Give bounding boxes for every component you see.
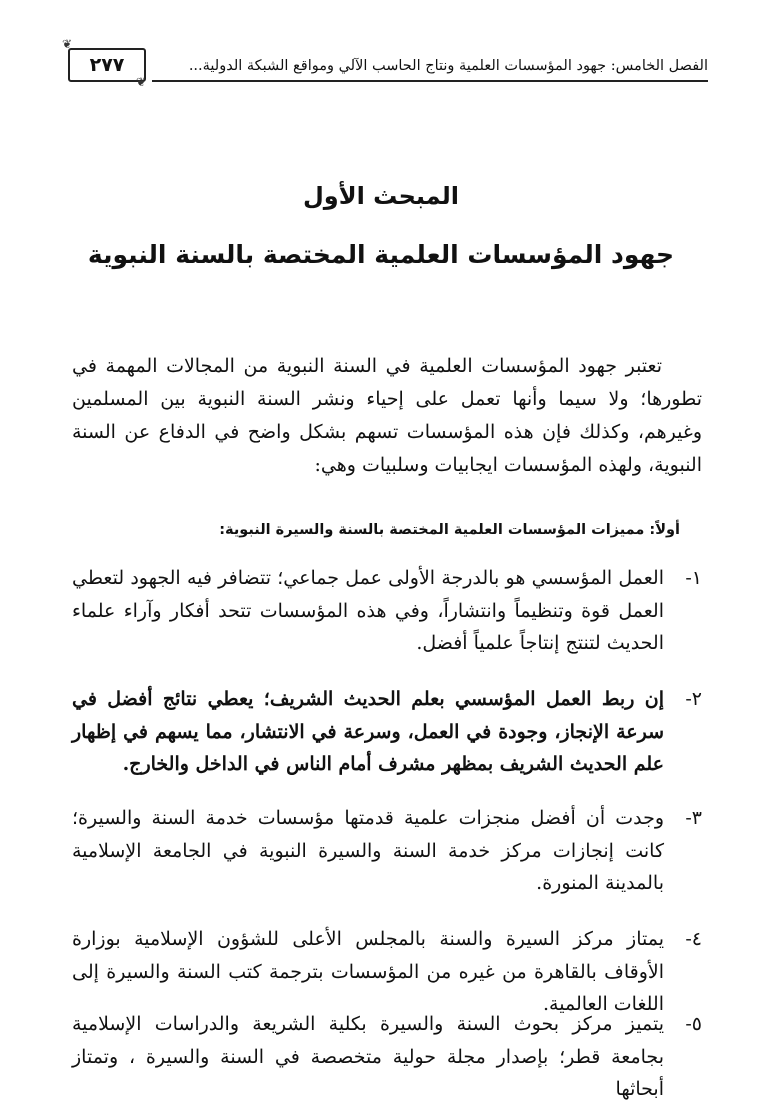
main-title: جهود المؤسسات العلمية المختصة بالسنة النبوية <box>87 240 675 269</box>
page-number <box>68 48 146 82</box>
list-item <box>72 802 702 900</box>
list-item <box>72 683 702 781</box>
list-item <box>72 562 702 660</box>
subheading: أولاً: مميزات المؤسسات العلمية المختصة بالسنة والسيرة النبوية: <box>219 522 680 538</box>
section-title: المبحث الأول <box>302 182 460 210</box>
list-item-number: ١- <box>685 567 702 589</box>
list-item-text: إن ربط العمل المؤسسي بعلم الحديث الشريف؛ يعطي نتائج أفضل في سرعة الإنجاز، وجودة في العمل، وسرعة في الانتشار، مما يسهم في إظهار علم الحديث الشريف بمظهر مشرف أمام الناس في الداخل والخارج. <box>72 688 664 775</box>
running-title: الفصل الخامس: جهود المؤسسات العلمية ونتاج الحاسب الآلي ومواقع الشبكة الدولية... <box>188 58 708 74</box>
page-header <box>62 37 708 89</box>
floral-ornament-icon: ❦ <box>136 75 147 89</box>
list-item-text: وجدت أن أفضل منجزات علمية قدمتها مؤسسات خدمة السنة والسيرة؛ كانت إنجازات مركز خدمة السنة والسيرة النبوية في الجامعة الإسلامية بالمدينة المنورة. <box>72 807 664 894</box>
intro-paragraph: تعتبر جهود المؤسسات العلمية في السنة النبوية من المجالات المهمة في تطورها؛ ولا سيما وأنها تعمل على إحياء ونشر السنة النبوية بين المسلمين وغيرهم، وكذلك فإن هذه المؤسسات تسهم بشكل واضح في الدفاع عن السنة النبوية، ولهذه المؤسسات ايجابيات وسلبيات وهي: <box>72 355 702 476</box>
list-item-number: ٣- <box>685 807 702 829</box>
list-item <box>72 1008 702 1106</box>
page-number-text: ٢٧٧ <box>89 54 125 76</box>
list-item-number: ٢- <box>685 688 702 710</box>
list-item <box>72 923 702 1021</box>
header-rule <box>152 80 708 82</box>
floral-ornament-icon: ❦ <box>62 37 73 51</box>
list-item-number: ٥- <box>685 1013 702 1035</box>
list-item-text: يتميز مركز بحوث السنة والسيرة بكلية الشريعة والدراسات الإسلامية بجامعة قطر؛ بإصدار مجلة حولية متخصصة في السنة والسيرة ، وتمتاز أبحاثها <box>72 1013 664 1100</box>
list-item-text: يمتاز مركز السيرة والسنة بالمجلس الأعلى للشؤون الإسلامية بوزارة الأوقاف بالقاهرة من غيره من المؤسسات بترجمة كتب السنة والسيرة إلى اللغات العالمية. <box>72 928 664 1015</box>
list-item-text: العمل المؤسسي هو بالدرجة الأولى عمل جماعي؛ تتضافر فيه الجهود لتعطي العمل قوة وتنظيماً وانتشاراً، وفي هذه المؤسسات تتحد أفكار وآراء علماء الحديث لتنتج إنتاجاً علمياً أفضل. <box>72 567 664 654</box>
list-item-number: ٤- <box>685 928 702 950</box>
